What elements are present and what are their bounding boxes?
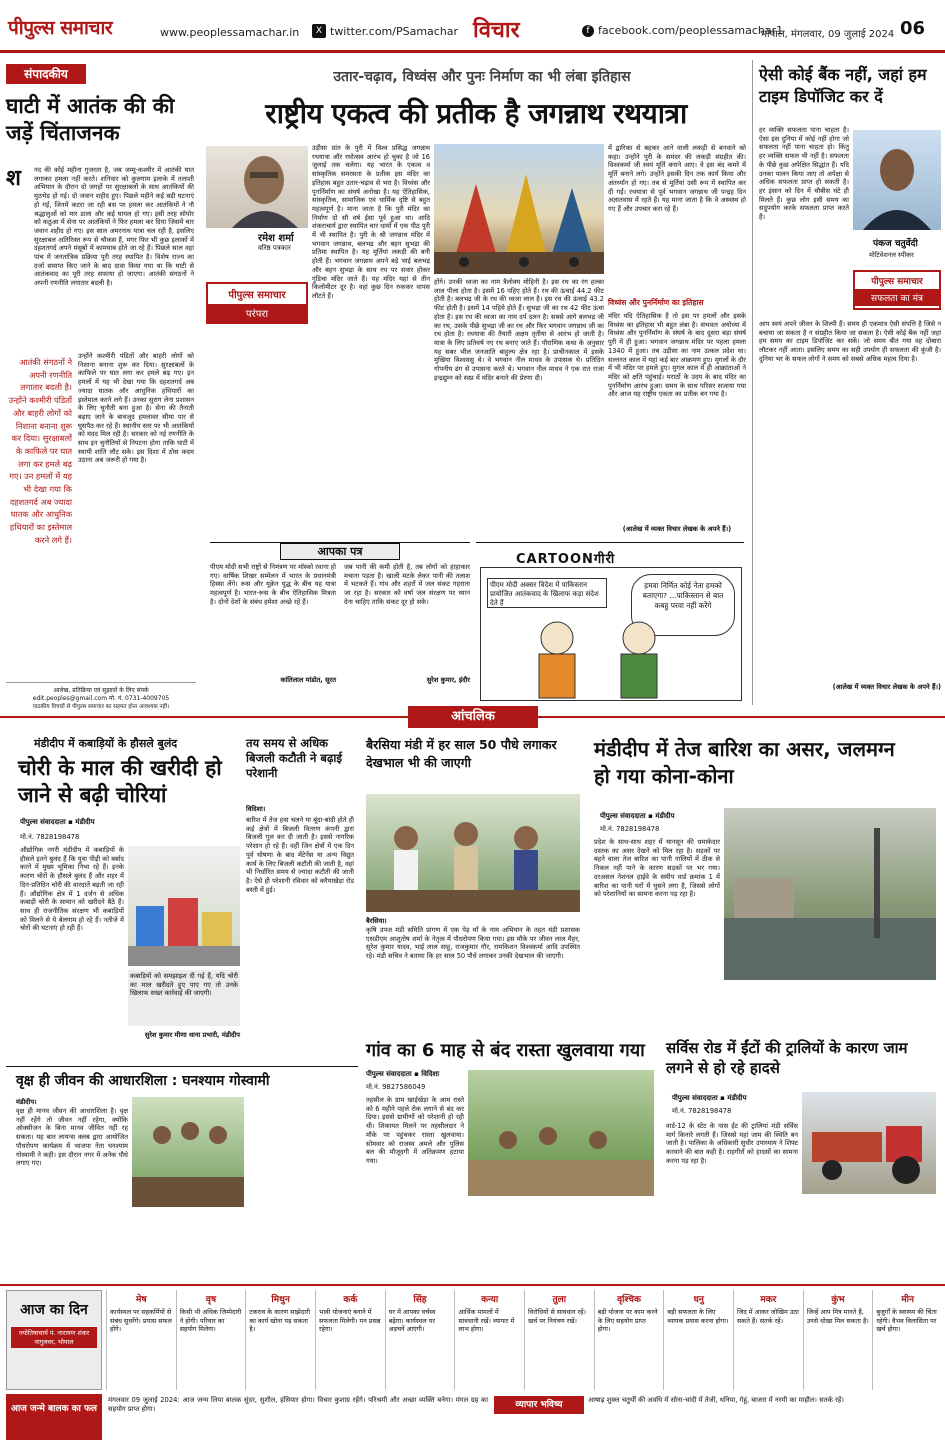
- s6-byline-name: पीपुल्स संवाददाता: [672, 1094, 718, 1102]
- letters-title: आपका पत्र: [280, 543, 400, 560]
- horoscope-cell: [594, 1290, 664, 1390]
- s4-mobile: मो.नं. 7828198478: [600, 825, 660, 833]
- horoscope-sign-name: मीन: [901, 1295, 915, 1305]
- s1-photo: [128, 846, 240, 966]
- s6-mobile: मो.नं. 7828198478: [672, 1107, 732, 1115]
- horoscope-sign-text: जिन्हें आप मित्र मानते हैं, उनसे धोखा मिल सकता है।: [806, 1308, 869, 1325]
- section-banner: [0, 706, 945, 728]
- horoscope-sign-name: मकर: [760, 1295, 777, 1305]
- s4-byline: पीपुल्स संवाददाता ▪ मंडीदीप: [600, 812, 675, 820]
- almanac-astrologer: ज्योतिषाचार्य पं. नारायण शंकर नागुलवर, भोपाल: [11, 1327, 97, 1348]
- horoscope-cell: [872, 1290, 942, 1390]
- cartoon-bubble: हमवा निर्मित कोई नेता हमको बताएगा? ...पाकिस्तान से बात कबहु परवा नहीं करेंगे: [631, 574, 735, 636]
- horoscope-cell: [454, 1290, 524, 1390]
- horoscope-sign-text: बुजुर्गों के स्वास्थ्य की चिंता रहेगी। वैभव विलासिता पर खर्च होगा।: [876, 1308, 937, 1334]
- page-number: 06: [900, 18, 926, 39]
- s2-headline: तय समय से अधिक बिजली कटौती ने बढ़ाई परेशानी: [246, 736, 343, 780]
- success-tag-label: सफलता का मंत्र: [855, 289, 939, 306]
- s3-headline: बैरसिया मंडी में हर साल 50 पौधे लगाकर देखभाल भी की जाएगी: [366, 737, 557, 770]
- s5-body-2: [468, 1200, 654, 1276]
- s1-kicker: मंडीदीप में कबाड़ियों के हौसले बुलंद: [34, 737, 178, 750]
- author-portrait-icon: [206, 146, 308, 228]
- horoscope-cell: [245, 1290, 315, 1390]
- editorial-headline: घाटी में आतंक की की जड़ें चिंताजनक: [6, 93, 175, 146]
- s6-place: मंडीदीप: [727, 1094, 747, 1102]
- horoscope-sign-text: विरोधियों से सावधान रहें। खर्च पर नियंत्रण रखें।: [527, 1308, 586, 1325]
- s5-headline: गांव का 6 माह से बंद रास्ता खुलवाया गया: [366, 1040, 645, 1061]
- horoscope-sign-name: वृश्चिक: [617, 1295, 641, 1305]
- almanac-title-box: [6, 1290, 102, 1390]
- twitter-icon: X: [312, 24, 326, 38]
- contact-email[interactable]: edit.peoples@gmail.com मो. नं. 0731-4009705: [32, 695, 170, 702]
- horoscope-sign-text: घर में आपका वर्चस्व बढ़ेगा। कार्यस्थल पर अड़चनें आएंगी।: [388, 1308, 436, 1334]
- s2-body: बारिश में तेज हवा चलने या बूंदा-बांदी होते ही कई क्षेत्रों में बिजली वितरण कंपनी द्वारा बिजली गुल कर दी जाती है। इससे नागरिक परेशान हो रहे हैं। वहीं जिन क्षेत्रों में एक दिन पूर्व घोषणा के बाद मेंटेनेंस या अन्य विद्युत कार्य के लिए बिजली कटौती की जाती है, वहां भी निर्धारित समय से ज्यादा कटौती की जाती है। ऐसे ही परेशानी रविवार को करैयाखेड़ा रोड बस्ती में हुई।: [246, 816, 354, 894]
- success-tag-logo: पीपुल्स समाचार: [871, 277, 923, 287]
- s4-byline-name: पीपुल्स संवाददाता: [600, 812, 646, 820]
- s6-headline: सर्विस रोड में ईंटों की ट्रालियों के कारण जाम लगने से हो रहे हादसे: [666, 1039, 908, 1078]
- author-title: वरिष्ठ पत्रकार: [258, 244, 291, 252]
- horoscope-sign-text: कार्यस्थल पर सहकर्मियों से संबंध सुधरेंगे। प्रयास सफल होंगे।: [110, 1308, 172, 1334]
- almanac: [0, 1284, 945, 1445]
- editorial-dropcap: श: [6, 166, 21, 191]
- horoscope-sign-text: किसी भी अधिक जिम्मेदारी ने होगी। परिवार का सहयोग मिलेगा।: [179, 1308, 242, 1334]
- logo-text: पीपुल्स समाचार: [8, 17, 113, 39]
- s1-byline: पीपुल्स संवाददाता ▪ मंडीदीप: [20, 818, 95, 826]
- horoscope-cell: [803, 1290, 873, 1390]
- success-author-name: पंकज चतुर्वेदी: [873, 239, 918, 249]
- s3-body: कृषि उपज मंडी समिति प्रांगण में एक पेड़ माँ के नाम अभियान के तहत मंडी प्रशासक एसडीएम आशुतोष शर्मा के नेतृत्व में पौधरोपण किया गया। इस मौके पर जीवन लाल मैहर, सुरेश कुमार यादव, भाई लाल साहू, राजकुमार गौर, रामकिशन विश्वकर्मा आदि उपस्थित रहे। मंडी सचिव ने बताया कि हर साल 50 पौधे लगाकर उनकी देखभाल की जाएगी।: [366, 926, 580, 961]
- horoscope-sign-name: तुला: [552, 1295, 567, 1305]
- horoscope-sign-name: धनु: [693, 1295, 704, 1305]
- s5-byline: पीपुल्स संवाददाता ▪ विदिशा: [366, 1070, 440, 1078]
- horoscope-sign-name: वृष: [205, 1295, 217, 1305]
- horoscope-sign-text: बड़ी सफलता के लिए व्यापक प्रयास करना होगा।: [667, 1308, 729, 1325]
- s1-byline-name: पीपुल्स संवाददाता: [20, 818, 66, 826]
- main-subhead: विध्वंस और पुनर्निर्माण का इतिहास: [608, 298, 704, 307]
- speaker-portrait-icon: [853, 130, 941, 230]
- tree-plant-icon: [132, 1097, 244, 1207]
- horoscope-sign-name: सिंह: [413, 1295, 427, 1305]
- s7-body-2: [248, 1097, 356, 1277]
- story-kabadi: [6, 732, 242, 1062]
- cartoon-title: CARTOONगीरी: [516, 552, 616, 567]
- main-story: [202, 60, 747, 540]
- success-column: [752, 60, 942, 705]
- story-trolley: [662, 1036, 940, 1282]
- story-bairasiya: [362, 732, 584, 1032]
- success-footer: (आलेख में व्यक्त विचार लेखक के अपने हैं।): [832, 683, 941, 691]
- s5-byline-name: पीपुल्स संवाददाता: [366, 1070, 412, 1078]
- main-col-2: होंगे। उनकी ध्वजा का नाम त्रैलोक्य मोहिनी है। इस रथ का रंग हल्का लाल पीला होता है। इसमें 16 पहिए होते हैं। रथ की ऊंचाई 44.2 फीट होती है। बलभद्र जी के रथ की ध्वजा लाल है। इस रथ की ऊंचाई 43.2 फीट होती है। इसमें 14 पहिये होते हैं। सुभद्रा जी का रथ 42 फीट ऊंचा होता है। इस रथ की ध्वजा का नाम दर्प दलन है। सबसे आगे बलभद्र जी का रथ, उसके पीछे सुभद्रा जी का रथ और फिर भगवान जगन्नाथ जी का रथ होता है। रथयात्रा की तैयारी अक्षय तृतीया से आरंभ हो जाती है। यात्रा के लिए प्रतिवर्ष नए रथ बनाए जाते हैं। पौराणिक कथा के अनुसार यह सबर भील जनजाति बाहुल्य क्षेत्र रहा है। प्राचीनकाल में इसके मुखिया विश्ववसु थे। वे भगवान नील माधव के उपासक थे। प्रतिदिन गोपनीय ढंग से उपासना करते थे। भगवान नील माधव ने एक रात राजा इन्द्रद्युम्न को स्वप्न में मंदिर बनाने की प्रेरणा दी।: [434, 278, 604, 382]
- horoscope-cell: [663, 1290, 733, 1390]
- masthead-rule: [0, 50, 945, 53]
- birthday-text: मंगलवार 09 जुलाई 2024: आज जन्म लिया बालक सुंदर, सुशील, हंसियार होगा। विचार कुशाग्र रहेंगे। परिश्रमी और अच्छा व्यक्ति बनेगा। मंगल ग्रह का सहयोग प्राप्त होगा।: [108, 1396, 488, 1413]
- horoscope-cell: [385, 1290, 455, 1390]
- horoscope-sign-name: मिथुन: [271, 1295, 290, 1305]
- s5-place: विदिशा: [421, 1070, 440, 1078]
- main-headline: राष्ट्रीय एकत्व की प्रतीक है जगन्नाथ रथयात्रा: [265, 97, 687, 130]
- editorial-body-2: उन्होंने कश्मीरी पंडितों और बाहरी लोगों को निशाना बनाना शुरू कर दिया। सुरक्षाबलों के काफिले पर घात लगा कर हमले बढ़ गए। इन हमलों में यह भी देखा गया कि दहशतगर्द अब ज्यादा घातक और आधुनिक हथियारों का इस्तेमाल करने लगे हैं। उनका सुराग लेना प्रशासन के लिए चुनौती बना हुआ है। सेना की तैनाती बढ़ाए जाने के बावजूद हमलावर सीमा पार से घुसपैठ कर रहे हैं। स्थानीय स्तर पर भी आतंकियों को मदद मिल रही है। सरकार को नई रणनीति के साथ इन चुनौतियों से निपटना होगा ताकि घाटी में स्थायी शांति लौट सके। इस दिशा में ठोस कदम उठाना अब जरूरी हो गया है।: [78, 352, 194, 465]
- horoscope-cell: [315, 1290, 385, 1390]
- horoscope-sign-text: भावी योजनाएं बनाने में सफलता मिलेगी। मन प्रसन्न रहेगा।: [318, 1308, 381, 1334]
- cartoon-sign: पीएम मोदी अक्सर विदेश में पाकिस्तान प्रायोजित आतंकवाद के खिलाफ कड़ा संदेश देते हैं: [487, 578, 607, 608]
- twitter-handle: twitter.com/PSamachar: [330, 24, 459, 38]
- s3-place: बैरसिया।: [366, 917, 387, 925]
- section-title: विचार: [473, 18, 520, 43]
- letter-2: जब पानी की कमी होती है, तब लोगों को हाहाकार मचाना पड़ता है। खाली मटके लेकर पानी की तलाश में भटकते हैं। गांव और शहरों में जल संकट गहराता जा रहा है। सरकार को वर्षा जल संरक्षण पर ध्यान देना चाहिए ताकि संकट दूर हो सके।: [344, 563, 470, 606]
- s1-headline: चोरी के माल की खरीदी हो जाने से बढ़ी चोरियां: [18, 755, 222, 808]
- tractor-trolley-icon: [802, 1092, 936, 1194]
- cartoon-panel: [480, 567, 742, 701]
- s2-place: विदिशा।: [246, 805, 266, 813]
- dateline: भोपाल, मंगलवार, 09 जुलाई 2024: [760, 29, 895, 40]
- story-bijli: [246, 732, 356, 1062]
- editorial-pullquote: आतंकी संगठनों ने अपनी रणनीति लगातार बदली है। उन्होंने कश्मीरी पंडितों और बाहरी लोगों को निशाना बनाना शुरू कर दिया। सुरक्षाबलों के काफिले पर घात लगा कर हमले बढ़ गए। उन हमलों में यह भी देखा गया कि दहशतगर्द अब ज्यादा घातक और आधुनिक हथियारों का इस्तेमाल करने लगे हैं।: [8, 357, 72, 545]
- contact-disclaimer: पाठकीय विचारों से पीपुल्स समाचार का सहमत होना आवश्यक नहीं।: [32, 704, 170, 710]
- s7-place: मंडीदीप।: [16, 1098, 37, 1106]
- s6-byline: पीपुल्स संवाददाता ▪ मंडीदीप: [672, 1094, 747, 1102]
- editorial-body-1: नद की कोई महीना गुजरता है, जब जम्मू-कश्मीर में आतंकी घात लगाकर हमला नहीं करते। शनिवार को कुलगाम इलाके में तलाशी अभियान के दौरान दो जगहों पर सुरक्षाबलों के साथ आतंकियों की मुठभेड़ हो गई। दो जवान शहीद हुए। पिछले महीने कई बड़ी घटनाएं हो गईं, जिनमें कटरा जा रही बस पर हमला कर आतंकियों ने नौ श्रद्धालुओं को मार डाला और कई घायल हो गए। इसी तरह सोपोर को कठुआ में सेना पर आतंकियों ने फिर हमला कर दिया जिसमें चार जवान शहीद हो गए। इस साल अमरनाथ यात्रा चल रही है, इसलिए सुरक्षाबल अतिरिक्त रूप से चौकस हैं, मगर फिर भी कुछ इलाकों में दहशतगर्द अपने मंसूबों में कामयाब होते जा रहे हैं। पिछले साल वहां पांच में जनतांत्रिक प्रक्रिया पूरी तरह स्थापित है। विशेष राज्य का दर्जा समाप्त किए जाने के बाद दावा किया गया था कि घाटी से आतंकवाद का पूरी तरह सफाया हो जाएगा। आतंकी संगठनों ने अपनी रणनीति लगातार बदली है।: [34, 166, 194, 288]
- horoscope-grid: [106, 1290, 942, 1390]
- success-author-title: मोटिवेशनल स्पीकर: [869, 251, 914, 259]
- s7-photo: [132, 1097, 244, 1207]
- main-col-3: में द्वारिका से बहकर आने वाली लकड़ी से बनवाने को कहा। उन्होंने पुरी के समंदर की लकड़ी संग्रहीत की। विश्वकर्मा जी स्वयं मूर्ति बनाने आए। वे इस बंद कमरे में मूर्ति बनाने लगे। उन्होंने इसकी दिन तक कार्य किया और अंतर्ध्यान हो गए। तब से मूर्तियां उसी रूप में स्थापित कर दी गईं। रथयात्रा से पूर्व भगवान जगन्नाथ जी पन्द्रह दिन अज्ञातवास में रहते हैं। यह माना जाता है कि वे अस्वस्थ हो गए हैं और उपचार करा रहे हैं।: [608, 144, 746, 213]
- s4-body-continued: [724, 984, 936, 1034]
- cartoon: [476, 542, 744, 702]
- author-name: रमेश शर्मा: [258, 233, 294, 244]
- horoscope-cell: [524, 1290, 594, 1390]
- s5-mobile: मो.नं. 9827586049: [366, 1083, 426, 1091]
- s6-photo: [802, 1092, 936, 1194]
- masthead-logo: [8, 14, 158, 40]
- main-footer: (आलेख में व्यक्त विचार लेखक के अपने हैं।): [622, 525, 732, 533]
- main-col-1-top: उड़ीसा प्रांत के पुरी में विश्व प्रसिद्ध जगन्नाथ रथयात्रा और रथोत्सव आरंभ हो चुका है जो 16 जुलाई तक चलेगा। यह भारत के एकत्व व सांस्कृतिक समरसता के प्रतीक इस मंदिर का इतिहास बहुत उतार-चढ़ाव से भरा है। विध्वंस और पुनर्निर्माण का संघर्ष अनोखा है। यह ऐतिहासिक, सांस्कृतिक, सामाजिक एवं धार्मिक दृष्टि से बहुत महत्वपूर्ण है। माना जाता है कि पुरी मंदिर का निर्माण दो सौ वर्ष ईसा पूर्व हुआ था। आदि शंकराचार्य द्वारा स्थापित चार धामों में एक पीठ पुरी में भी स्थापित है। पुरी के श्री जगन्नाथ मंदिर में भगवान जगन्नाथ, बलभद्र और बहन सुभद्रा की प्रतिमा स्थापित है। यह मूर्तियां लकड़ी की बनी होती हैं। भगवान जगन्नाथ अपने बड़े भाई बलभद्र और बहन सुभद्रा के साथ रथ पर सवार होकर गुंडिचा मंदिर जाते हैं। यह मंदिर यहां से तीन किलोमीटर दूर है। वहां कुछ दिन रुककर वापस लौटते हैं।: [312, 144, 430, 300]
- success-tag: [853, 270, 941, 310]
- forecast-text: आषाढ़ शुक्ल चतुर्थी की अवधि में सोना-चांदी में तेजी, धनिया, गेहूं, बाजरा में नरमी का माहौल। सतर्क रहें।: [588, 1396, 844, 1404]
- horoscope-sign-name: कर्क: [343, 1295, 358, 1305]
- s7-body: वृक्ष ही मानव जीवन की आधारशिला है। वृक्ष नहीं रहेंगे तो जीवन नहीं रहेगा, क्योंकि ऑक्सीजन के बिना मानव जीवित नहीं रह सकता। यह बात लायन्स क्लब द्वारा आयोजित पौधरोपण कार्यक्रम में भाजपा नेता घनश्याम गोस्वामी ने कही। इस दौरान नगर में अनेक पौधे लगाए गए।: [16, 1107, 128, 1168]
- facebook-link[interactable]: [582, 24, 783, 37]
- s1-caption-sig: सुरेश कुमार मीणा थाना प्रभारी, मंडीदीप: [144, 1031, 240, 1039]
- rath-yatra-photo: [434, 144, 604, 274]
- letters: [210, 542, 470, 702]
- letter-1-sign: कांतिलाल मांडोत, सूरत: [280, 676, 336, 684]
- s1-mobile: मो.नं. 7828198478: [20, 833, 80, 841]
- banner-label: आंचलिक: [408, 706, 538, 728]
- editorial-label: संपादकीय: [6, 64, 86, 84]
- twitter-link[interactable]: [312, 24, 458, 38]
- birthday-box: [6, 1394, 102, 1440]
- village-road-icon: [468, 1070, 654, 1196]
- s1-body: औद्योगिक नगरी मंडीदीप में कबाड़ियों के हौसले इतने बुलंद हैं कि युवा पीढ़ी को बर्बाद करने में मुख्य भूमिका निभा रहे हैं। इनके कारण चोरों के हौसले बुलंद हैं और शहर में दिन-प्रतिदिन चोरी की वारदातें बढ़ती जा रही हैं। औद्योगिक क्षेत्र में 1 दर्जन से अधिक कबाड़ी चोरी के सामान को खरीदने बैठे हैं। साथ ही राजनीतिक संरक्षण भी कबाड़ियों को मिलने से ये बेलगाम हो रहे हैं। नतीजे में चोरों की घटनाएं हो रही हैं।: [20, 846, 124, 933]
- website-url[interactable]: www.peoplessamachar.in: [160, 26, 300, 39]
- horoscope-sign-text: टकराव के कारण साझेदारी का कार्य खोना पड़ सकता है।: [249, 1308, 311, 1334]
- s5-photo: [468, 1070, 654, 1196]
- s1-caption: कबाड़ियों को समझाइश दी गई हैं, यदि चोरी का माल खरीदते हुए पाए गए तो उनके खिलाफ सख्त कार्रवाई की जाएगी।: [128, 970, 240, 1026]
- horoscope-sign-name: कुंभ: [831, 1295, 845, 1305]
- contact-line-1: आलेख, प्रतिक्रिया एवं सुझावों के लिए संपर्क: [53, 687, 149, 694]
- horoscope-sign-name: कन्या: [481, 1295, 499, 1305]
- almanac-title: आज का दिन: [20, 1302, 88, 1318]
- story-vriksh: [6, 1066, 358, 1282]
- letter-2-sign: सुरेश कुमार, इंदौर: [426, 676, 470, 684]
- horoscope-cell: [733, 1290, 803, 1390]
- main-col-3b: मंदिर यदि ऐतिहासिक है तो इस पर हमलों और इसके विध्वंस का इतिहास भी बहुत लंबा है। संभवतः अयोध्या में विध्वंस और पुनर्निर्माण के संघर्ष के बाद दूसरा बड़ा संघर्ष पुरी में ही हुआ। भगवान जगन्नाथ मंदिर पर पहला हमला 1340 में हुआ। तब उड़ीसा का नाम उत्कल प्रदेश था। सल्तनत काल में यहां कई बार आक्रमण हुए। मुगलों के दौर में भी मंदिर पर हमले हुए। मुगल काल में ही आक्रांताओं ने मंदिर को क्षति पहुंचाई। मराठों के उदय के बाद मंदिर का पुनर्निर्माण आरंभ हुआ। समय के साथ परिसर सजाया गया और आज यह राष्ट्रीय एकता का प्रतीक बन गया है।: [608, 312, 746, 399]
- story-barish: [590, 732, 940, 1042]
- scrap-photo-icon: [128, 846, 240, 966]
- flooded-road-icon: [724, 808, 936, 980]
- s4-headline: मंडीदीप में तेज बारिश का असर, जलमग्न हो गया कोना-कोना: [594, 737, 895, 788]
- tag-logo: पीपुल्स समाचार: [228, 290, 286, 301]
- cartoon-figures-icon: [521, 608, 681, 700]
- chariot-image-icon: [434, 144, 604, 274]
- success-body-1: हर व्यक्ति सफलता पाना चाहता है। ऐसा इस दुनिया में कोई नहीं होगा जो सफलता नहीं पाना चाहता हो। किंतु हर व्यक्ति सफल भी नहीं है। सफलता के पीछे कुछ अपेक्षित सिद्धांत हैं। यदि उनका पालन किया जाए तो अपेक्षा से अधिक सफलता प्राप्त हो सकती है। हर इंसान को दिन में चौबीस घंटे ही मिलते हैं। कुछ लोग इसी समय का सदुपयोग करके सफलता प्राप्त करते हैं।: [759, 126, 849, 222]
- s4-body: प्रदेश के साथ-साथ शहर में मानसून की धमाकेदार दस्तक का असर देखने को मिल रहा है। सड़कों पर बहने वाला तेज बारिश का पानी नालियों में ठीक से निकल नहीं पाने के कारण सड़कों पर भर गया। दरअसल नेशनल हाईवे के समीप वार्ड क्रमांक 1 में बारिश का पानी घरों में घुसने लगा है, जिससे लोगों को परेशानियों का सामना करना पड़ रहा है।: [594, 838, 720, 899]
- birthday-label: आज जन्मे बालक का फल: [10, 1404, 98, 1414]
- masthead: [0, 0, 945, 60]
- horoscope-cell: [106, 1290, 176, 1390]
- facebook-handle: facebook.com/peoplessamachar1: [598, 24, 784, 37]
- facebook-icon: f: [582, 25, 594, 37]
- parampara-tag: [206, 282, 308, 324]
- s5-body: तहसील के ग्राम खाईखेड़ा के आम रास्ते को 6 महीने पहले रोक लगाने से बंद कर दिया। इससे ग्रामीणों को परेशानी हो रही थी। शिकायत मिलने पर तहसीलदार ने मौके पर पहुंचकर रास्ता खुलवाया। सोमवार को राजस्व अमले और पुलिस बल की मौजूदगी में अतिक्रमण हटाया गया।: [366, 1096, 464, 1165]
- horoscope-sign-name: मेष: [136, 1295, 147, 1305]
- forecast-label: व्यापार भविष्य: [494, 1396, 584, 1414]
- s6-body: वार्ड-12 के स्टेट के पास ईंट की ट्रालियां मंडी सर्विस मार्ग किनारे लगती हैं। जिससे यहां जाम की स्थिति बन जाती है। पालिका के अधिकारी सुधीर उपाध्याय ने शिफ्ट करवाने की बात कही है। राहगीरों को हादसों का सामना करना पड़ रहा है।: [666, 1122, 798, 1165]
- s1-place: मंडीदीप: [75, 818, 95, 826]
- horoscope-sign-text: जिद में आकर जोखिम उठा सकते हैं। सतर्क रहें।: [736, 1308, 799, 1325]
- plantation-photo-icon: [366, 794, 580, 912]
- success-body-2: आप स्वयं अपने जीवन के शिल्पी हैं। समय ही एकमात्र ऐसी संपत्ति है जिसे न बचाया जा सकता है न संग्रहीत किया जा सकता है। ऐसी कोई बैंक नहीं जहां हम समय का टाइम डिपॉजिट कर सकें। जो समय बीत गया वह दोबारा लौटकर नहीं आता। इसलिए समय का सही उपयोग ही सफलता की कुंजी है। दुनिया भर के सफल लोगों ने समय को सबसे अधिक महत्व दिया है।: [759, 320, 941, 363]
- author-photo: [206, 146, 308, 228]
- main-kicker: उतार-चढ़ाव, विध्वंस और पुनः निर्माण का भी लंबा इतिहास: [333, 69, 631, 85]
- story-rasta: [362, 1036, 658, 1282]
- editorial: [6, 60, 196, 710]
- s4-place: मंडीदीप: [655, 812, 675, 820]
- horoscope-cell: [176, 1290, 246, 1390]
- tag-label: परंपरा: [208, 304, 306, 322]
- letter-1: पीएम मोदी सभी राष्ट्रों से निमंत्रण पर मॉस्को रवाना हो गए। वार्षिक शिखर सम्मेलन में भारत के प्रधानमंत्री हिस्सा लेंगे। रूस और यूक्रेन युद्ध के बीच यह यात्रा महत्वपूर्ण है। भारत-रूस के बीच ऐतिहासिक मित्रता है। दोनों देशों के संबंध हमेशा अच्छे रहे हैं।: [210, 563, 336, 606]
- s7-headline: वृक्ष ही जीवन की आधारशिला : घनश्याम गोस्वामी: [16, 1073, 270, 1089]
- success-author-photo: [853, 130, 941, 230]
- s3-photo: [366, 794, 580, 912]
- horoscope-sign-text: बड़ी योजना पर काम करने के लिए सहयोग प्राप्त होगा।: [597, 1308, 658, 1334]
- horoscope-sign-text: आर्थिक मामलों में सावधानी रखें। व्यापार में लाभ होगा।: [458, 1308, 515, 1334]
- success-headline: ऐसी कोई बैंक नहीं, जहां हम टाइम डिपॉजिट कर दें: [759, 65, 927, 106]
- s4-photo: [724, 808, 936, 980]
